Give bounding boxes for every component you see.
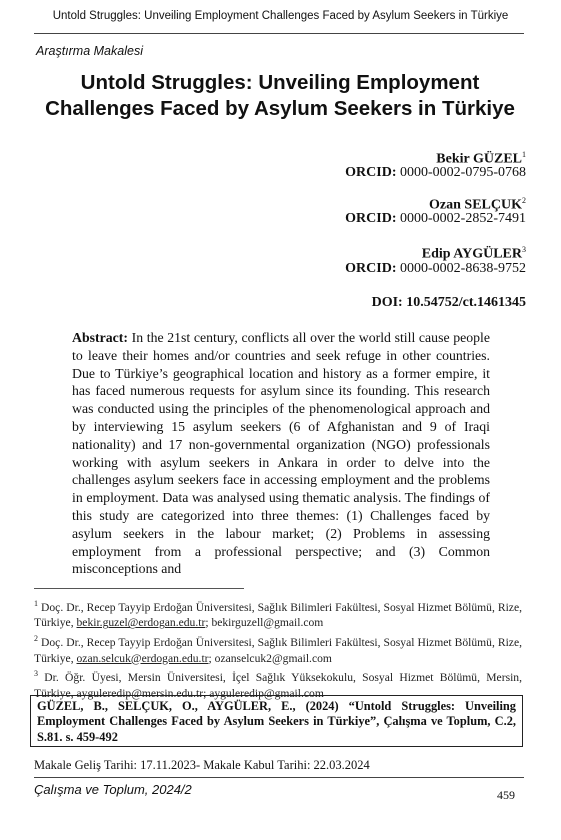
footnote-number: 1: [34, 599, 38, 608]
footnote-number: 3: [34, 669, 38, 679]
footnotes: [34, 596, 522, 701]
orcid-label: ORCID:: [345, 165, 397, 180]
orcid-value: 0000-0002-2852-7491: [400, 211, 526, 226]
abstract-text: In the 21st century, conflicts all over the world still cause people to leave their homes and/or countries and seek refuge in other countries. Due to Türkiye’s geographical location and history as a former empire, it has faced numerous requests for asylum since its founding. This research was conducted using the principles of the phenomenological approach and by interviewing 15 asylum seekers (6 of Afghanistan and 9 of Iraqi nationality) and 17 non-governmental organization (NGO) professionals working with asylum seekers in Ankara in order to delve into the challenges asylum seekers face in accessing employment and the problems in employment. Data was analysed using thematic analysis. The findings of this study are categorized into three themes: (1) Challenges faced by asylum seekers in the labour market; (2) Problems in assessing employment from a professional perspective; and (3) Common misconceptions and: [72, 330, 490, 577]
page-number: 459: [497, 788, 515, 802]
article-type-label: Araştırma Makalesi: [36, 44, 143, 58]
footnote-1: [34, 596, 522, 631]
email-link[interactable]: bekir.guzel@erdogan.edu.tr: [76, 616, 206, 630]
author-name: Ozan SELÇUK: [429, 197, 522, 213]
footnote-number: 2: [34, 634, 38, 644]
header-rule: [34, 33, 524, 34]
orcid-label: ORCID:: [345, 261, 397, 276]
doi: DOI: 10.54752/ct.1461345: [371, 295, 526, 310]
author-3-name: [422, 245, 526, 263]
author-2-orcid: [345, 211, 526, 227]
author-3-orcid: [345, 261, 526, 277]
author-name: Bekir GÜZEL: [436, 151, 522, 167]
author-sup: 1: [522, 150, 526, 159]
footnote-text-end: ; bekirguzell@gmail.com: [205, 616, 324, 630]
footnote-2: [34, 631, 522, 666]
citation-box: GÜZEL, B., SELÇUK, O., AYGÜLER, E., (2024) “Untold Struggles: Unveiling Employment Challenges Faced by Asylum Seekers in Türkiye”, Çalışma ve Toplum, C.2, S.81. s. 459-492: [30, 695, 523, 747]
footer-rule: [34, 777, 524, 778]
footnote-rule: [34, 588, 244, 589]
submission-dates: Makale Geliş Tarihi: 17.11.2023- Makale Kabul Tarihi: 22.03.2024: [34, 758, 370, 772]
footnote-text: Doç. Dr., Recep Tayyip Erdoğan Üniversitesi, Sağlık Bilimleri Fakültesi, Sosyal Hizmet Bölümü, Rize, Türkiye,: [34, 600, 522, 630]
footnote-text: Dr. Öğr. Üyesi, Mersin Üniversitesi, İçel Sağlık Yüksekokulu, Sosyal Hizmet Bölümü, Mersin, Türkiye, ayguleredip@mersin.edu.tr; ayguleredip@gmail.com: [34, 670, 522, 700]
author-sup: 2: [522, 196, 526, 205]
email-link[interactable]: ozan.selcuk@erdogan.edu.tr: [76, 651, 209, 665]
orcid-value: 0000-0002-8638-9752: [400, 261, 526, 276]
orcid-label: ORCID:: [345, 211, 397, 226]
footnote-text-end: ; ozanselcuk2@gmail.com: [208, 651, 332, 665]
author-1-orcid: [345, 165, 526, 181]
journal-footer: Çalışma ve Toplum, 2024/2: [34, 782, 192, 797]
abstract-label: Abstract:: [72, 330, 128, 345]
orcid-value: 0000-0002-0795-0768: [400, 165, 526, 180]
footnote-text: Doç. Dr., Recep Tayyip Erdoğan Üniversitesi, Sağlık Bilimleri Fakültesi, Sosyal Hizmet Bölümü, Rize, Türkiye,: [34, 635, 522, 665]
author-name: Edip AYGÜLER: [421, 246, 522, 262]
author-sup: 3: [522, 245, 526, 254]
running-header: Untold Struggles: Unveiling Employment Challenges Faced by Asylum Seekers in Türkiye: [52, 10, 509, 22]
article-title: Untold Struggles: Unveiling Employment Challenges Faced by Asylum Seekers in Türkiye: [45, 71, 515, 120]
abstract: [72, 329, 490, 578]
